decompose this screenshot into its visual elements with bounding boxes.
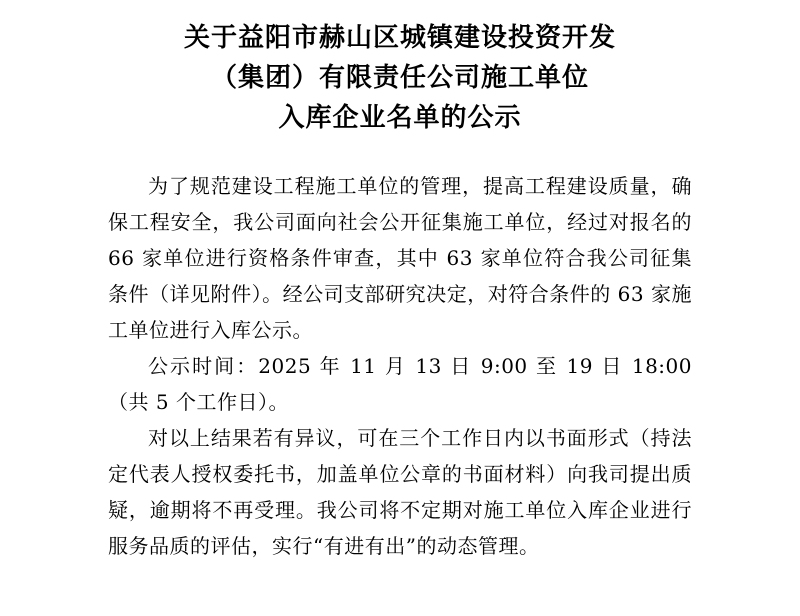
page-title-line-1: 关于益阳市赫山区城镇建设投资开发 xyxy=(183,23,616,53)
page-title-line-3: 入库企业名单的公示 xyxy=(278,103,522,133)
body-paragraph-1: 为了规范建设工程施工单位的管理，提高工程建设质量，确保工程安全，我公司面向社会公开征集施工单位，经过对报名的 66 家单位进行资格条件审查，其中 63 家单位符合我公司征集条件（详见附件）。经公司支部研究决定，对符合条件的 63 家施工单位进行入库公示。 xyxy=(108,174,692,342)
page-title-line-2: （集团）有限责任公司施工单位 xyxy=(210,63,589,93)
document-body xyxy=(108,168,692,564)
body-paragraph-3: 对以上结果若有异议，可在三个工作日内以书面形式（持法定代表人授权委托书，加盖单位公章的书面材料）向我司提出质疑，逾期将不再受理。我公司将不定期对施工单位入库企业进行服务品质的评估，实行“有进有出”的动态管理。 xyxy=(108,426,692,558)
body-paragraph-2: 公示时间：2025 年 11 月 13 日 9:00 至 19 日 18:00（共 5 个工作日）。 xyxy=(108,354,692,414)
page-title xyxy=(108,18,692,138)
